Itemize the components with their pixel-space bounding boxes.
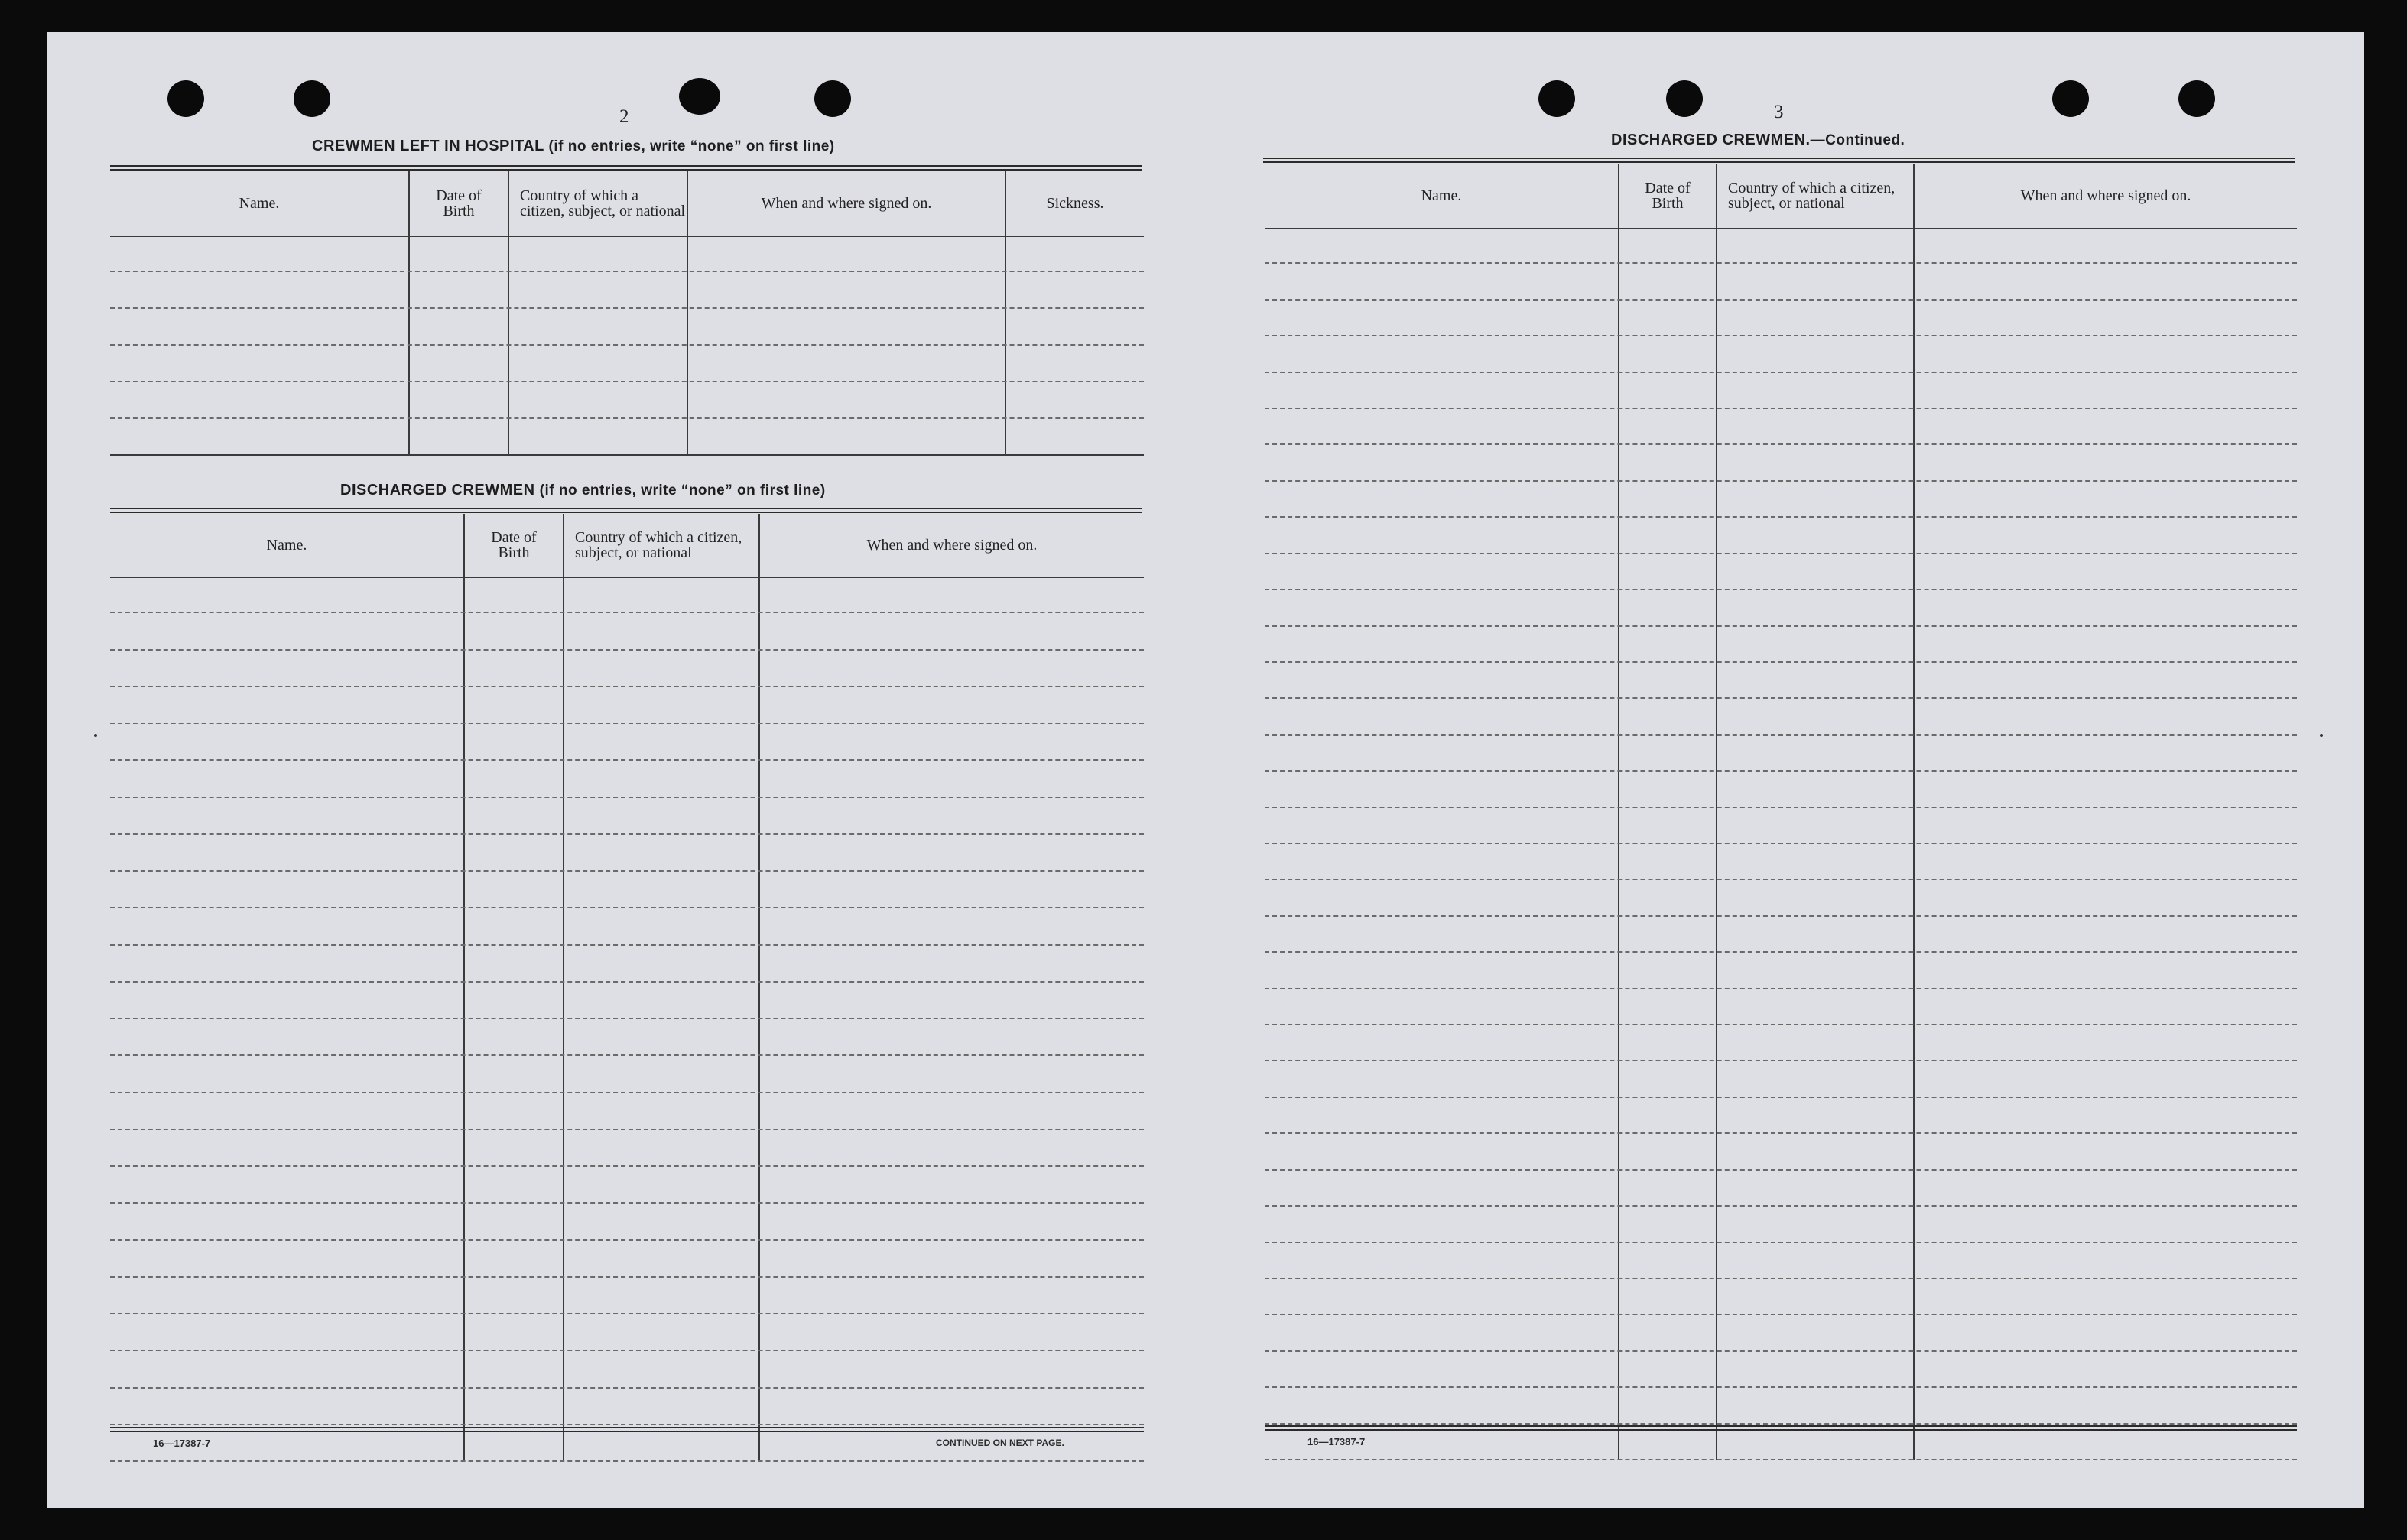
discharged-table [110,514,1144,1462]
discharged-rows [110,577,1144,1462]
header-date-of-birth: Date of Birth [436,187,482,219]
hospital-section-title [312,138,835,155]
table-row [110,833,1144,835]
table-row [110,1387,1144,1389]
table-row [1265,262,2297,264]
table-row [1265,335,2297,336]
hospital-title-sub: (if no entries, write “none” on first line) [548,138,835,154]
table-row [1265,1242,2297,1243]
table-row [110,1202,1144,1204]
right-title-main: DISCHARGED CREWMEN. [1611,132,1811,148]
header-when-where: When and where signed on. [2020,187,2191,204]
scanned-form-spread [47,32,2364,1508]
table-row [1265,1350,2297,1352]
right-footer-rule [1265,1425,2297,1427]
header-date-of-birth: Date of Birth [491,529,537,561]
header-name: Name. [239,195,280,212]
table-row [1265,770,2297,772]
punch-hole [679,78,720,115]
punch-hole [2178,80,2215,117]
table-row [110,1424,1144,1425]
header-date-of-birth: Date of Birth [1645,180,1691,212]
table-row [110,1018,1144,1019]
table-row [1265,1459,2297,1460]
left-footer-rule [110,1427,1144,1428]
header-sickness: Sickness. [1046,195,1104,212]
hospital-title-main: CREWMEN LEFT IN HOSPITAL [312,138,544,154]
table-row [1265,1097,2297,1098]
table-row [1265,697,2297,699]
table-row [1265,625,2297,627]
punch-hole [814,80,851,117]
table-row [110,344,1144,346]
table-row [1265,1278,2297,1279]
scan-speck [94,734,97,737]
table-row [110,1313,1144,1314]
table-row [1265,734,2297,736]
table-row [110,981,1144,983]
header-when-where: When and where signed on. [761,195,932,212]
table-row [110,1350,1144,1351]
right-rows [1265,228,2297,1460]
table-row [1265,516,2297,518]
table-row [1265,443,2297,445]
table-row [1265,951,2297,953]
table-row [1265,1423,2297,1425]
table-row [110,307,1144,309]
discharged-section-title [340,482,826,499]
punch-hole [2052,80,2089,117]
table-row [1265,988,2297,989]
table-row [1265,1314,2297,1315]
table-row [110,271,1144,272]
header-when-where: When and where signed on. [866,537,1038,554]
table-row [110,1092,1144,1093]
table-row [110,1165,1144,1167]
header-country: Country of which a citizen, subject, or national [520,187,686,219]
punch-hole [1538,80,1575,117]
table-row [1265,807,2297,808]
table-row [1265,299,2297,301]
hospital-title-rule [110,165,1142,167]
hospital-table [110,171,1144,456]
table-row [1265,879,2297,880]
left-page-number: 2 [619,106,629,127]
table-row [110,870,1144,872]
table-row [110,944,1144,946]
punch-hole [294,80,330,117]
table-row [110,797,1144,798]
table-row [110,907,1144,908]
table-row [110,686,1144,687]
table-row [110,612,1144,613]
table-row [1265,661,2297,663]
table-row [110,649,1144,651]
right-title-sub: —Continued. [1810,132,1905,148]
table-row [1265,589,2297,590]
discharged-title-sub: (if no entries, write “none” on first line) [539,482,826,499]
table-row [110,1239,1144,1241]
right-page-number: 3 [1774,102,1784,122]
table-row [110,1054,1144,1056]
table-row [1265,480,2297,482]
table-row [1265,408,2297,409]
right-title-rule [1263,158,2295,159]
header-name: Name. [266,537,307,554]
table-row [110,1276,1144,1278]
table-row [1265,843,2297,844]
table-bottom-rule [110,454,1144,456]
header-name: Name. [1421,187,1462,204]
table-row [1265,372,2297,373]
hospital-rows [110,236,1144,456]
discharged-title-rule [110,508,1142,509]
table-row [1265,1205,2297,1207]
punch-hole [167,80,204,117]
table-row [110,417,1144,419]
right-form-number: 16—17387-7 [1307,1436,1366,1447]
punch-hole [1666,80,1703,117]
table-row [110,1129,1144,1130]
left-form-number: 16—17387-7 [153,1438,211,1449]
table-row [110,381,1144,382]
header-country: Country of which a citizen, subject, or national [1728,180,1895,212]
right-discharged-table [1265,164,2297,1460]
table-row [1265,1024,2297,1025]
table-row [1265,553,2297,554]
table-row [110,1460,1144,1462]
scan-speck [2320,734,2323,737]
table-row [110,759,1144,761]
table-row [1265,1386,2297,1388]
table-row [1265,1060,2297,1061]
table-row [1265,1132,2297,1134]
table-row [110,723,1144,724]
discharged-title-main: DISCHARGED CREWMEN [340,482,535,499]
continued-note: CONTINUED ON NEXT PAGE. [936,1438,1064,1448]
right-section-title [1611,132,1905,149]
header-country: Country of which a citizen, subject, or national [575,529,742,561]
table-row [1265,915,2297,917]
table-row [1265,1169,2297,1171]
